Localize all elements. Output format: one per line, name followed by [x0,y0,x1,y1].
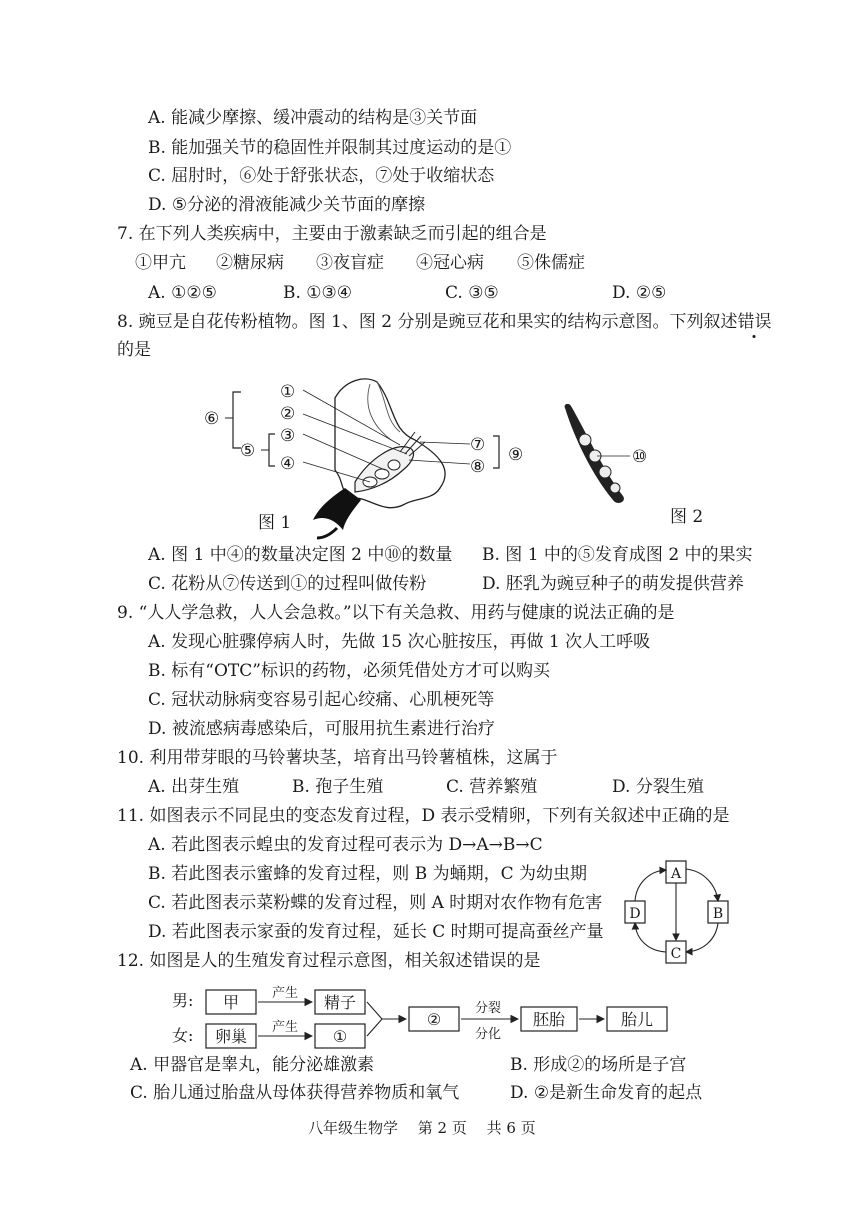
q9-option-d: D. 被流感病毒感染后，可服用抗生素进行治疗 [148,719,495,739]
q12-option-c: C. 胎儿通过胎盘从母体获得营养物质和氧气 [130,1083,460,1103]
q11-option-c: C. 若此图表示菜粉蝶的发育过程，则 A 时期对农作物有危害 [148,893,603,913]
label-peitai: 胚胎 [532,1010,566,1029]
petal-vein [377,382,400,432]
q7-item: ⑤侏儒症 [517,253,585,273]
leader-line [420,442,470,444]
seed [610,483,620,493]
q7-option: A. ①②⑤ [148,283,217,303]
q10-option-b: B. 孢子生殖 [292,777,384,797]
leader-line [303,462,370,482]
node-b: B [712,906,724,922]
q6-option-c: C. 屈肘时，⑥处于舒张状态，⑦处于收缩状态 [148,166,495,186]
q11-stem: 11. 如图表示不同昆虫的变态发育过程，D 表示受精卵，下列有关叙述中正确的是 [117,806,730,826]
q12-option-a: A. 甲器官是睾丸，能分泌雄激素 [130,1055,375,1075]
leader-line [303,414,407,454]
fig1-marker-4: ④ [280,454,296,474]
q7-item: ④冠心病 [416,253,484,273]
merge-lines [367,1002,382,1036]
leader-line [303,390,400,445]
q7-item: ①甲亢 [135,253,186,273]
q10-option-a: A. 出芽生殖 [148,777,240,797]
q9-option-c: C. 冠状动脉病变容易引起心绞痛、心肌梗死等 [148,690,495,710]
q6-option-a: A. 能减少摩擦、缓冲震动的结构是③关节面 [148,108,478,128]
fig1-marker-8: ⑧ [470,457,486,477]
label-luanchao: 卵巢 [214,1027,248,1046]
fig1-marker-3: ③ [280,426,296,446]
q8-option-c: C. 花粉从⑦传送到①的过程叫做传粉 [148,574,427,594]
q9-option-b: B. 标有“OTC”标识的药物，必须凭借处方才可以购买 [148,661,550,681]
arrow-c-d [635,923,666,952]
sepal [313,488,361,530]
fig1-marker-6: ⑥ [204,409,220,429]
q11-option-a: A. 若此图表示蝗虫的发育过程可表示为 D→A→B→C [148,835,543,855]
petal-outline [335,379,445,508]
q8-option-d: D. 胚乳为豌豆种子的萌发提供营养 [482,574,744,594]
label-fenlie: 分裂 [474,1001,502,1016]
q7-stem: 7. 在下列人类疾病中，主要由于激素缺乏而引起的组合是 [117,224,547,244]
q6-option-d: D. ⑤分泌的滑液能减少关节面的摩擦 [148,195,426,215]
node-a: A [670,866,682,882]
label-taier: 胎儿 [620,1010,654,1029]
q8-stem-line2: 的是 [117,340,151,360]
fig1-marker-7: ⑦ [470,435,486,455]
label-two: ② [426,1010,442,1029]
bracket-9 [493,436,499,468]
q9-option-a: A. 发现心脏骤停病人时，先做 15 次心脏按压，再做 1 次人工呼吸 [148,632,651,652]
male-label: 男: [172,991,194,1010]
female-label: 女: [172,1026,194,1045]
reproduction-diagram [170,982,690,1052]
fig1-marker-9: ⑨ [508,445,524,465]
fig1-caption: 图 1 [258,513,292,533]
ovule [375,469,389,479]
label-jia: 甲 [222,993,240,1012]
q6-option-b: B. 能加强关节的稳固性并限制其过度运动的是① [148,138,512,158]
bracket-5 [269,434,275,466]
label-produce-female: 产生 [271,1020,299,1035]
fig2-marker-10: ⑩ [632,447,648,467]
arrow-b-c [686,923,718,952]
q9-stem: 9. “人人学急救，人人会急救。”以下有关急救、用药与健康的说法正确的是 [117,603,675,623]
label-one: ① [332,1027,348,1046]
fig1-marker-1: ① [280,382,296,402]
q7-item: ②糖尿病 [216,253,284,273]
q10-option-d: D. 分裂生殖 [612,777,704,797]
q7-item: ③夜盲症 [316,253,384,273]
q11-option-d: D. 若此图表示家蚕的发育过程，延长 C 时期可提高蚕丝产量 [148,922,604,942]
q11-option-b: B. 若此图表示蜜蜂的发育过程，则 B 为蛹期，C 为幼虫期 [148,864,588,884]
arrow-d-a [635,870,666,901]
q7-option: C. ③⑤ [445,283,499,303]
insect-cycle-diagram [620,855,735,967]
q12-option-b: B. 形成②的场所是子宫 [510,1055,687,1075]
q12-option-d: D. ②是新生命发育的起点 [510,1083,703,1103]
q10-option-c: C. 营养繁殖 [446,777,538,797]
ovule [388,460,400,470]
q8-stem-text: 8. 豌豆是自花传粉植物。图 1、图 2 分别是豌豆花和果实的结构示意图。下列叙述 [117,312,738,332]
q10-stem: 10. 利用带芽眼的马铃薯块茎，培育出马铃薯植株，这属于 [117,748,558,768]
fig1-marker-2: ② [280,404,296,424]
label-jingzi: 精子 [323,993,357,1012]
q7-option: B. ①③④ [283,283,353,303]
q8-option-b: B. 图 1 中的⑤发育成图 2 中的果实 [482,545,753,565]
seed [599,466,611,478]
fig2-caption: 图 2 [670,507,704,527]
stem [317,528,337,538]
q8-option-a: A. 图 1 中④的数量决定图 2 中⑩的数量 [148,545,453,565]
seed [579,434,591,446]
fig1-marker-5: ⑤ [240,441,256,461]
label-fenhua: 分化 [474,1027,502,1042]
q8-stem-emphasis: 错误 [737,312,772,332]
page-footer: 八年级生物学 第 2 页 共 6 页 [308,1119,536,1137]
node-c: C [670,946,682,962]
q12-stem: 12. 如图是人的生殖发育过程示意图，相关叙述错误的是 [117,951,541,971]
label-produce-male: 产生 [271,986,299,1001]
q7-option: D. ②⑤ [612,283,667,303]
q8-stem [117,311,771,333]
node-d: D [629,906,641,922]
arrow-a-b [686,869,718,901]
leader-line [303,434,385,470]
